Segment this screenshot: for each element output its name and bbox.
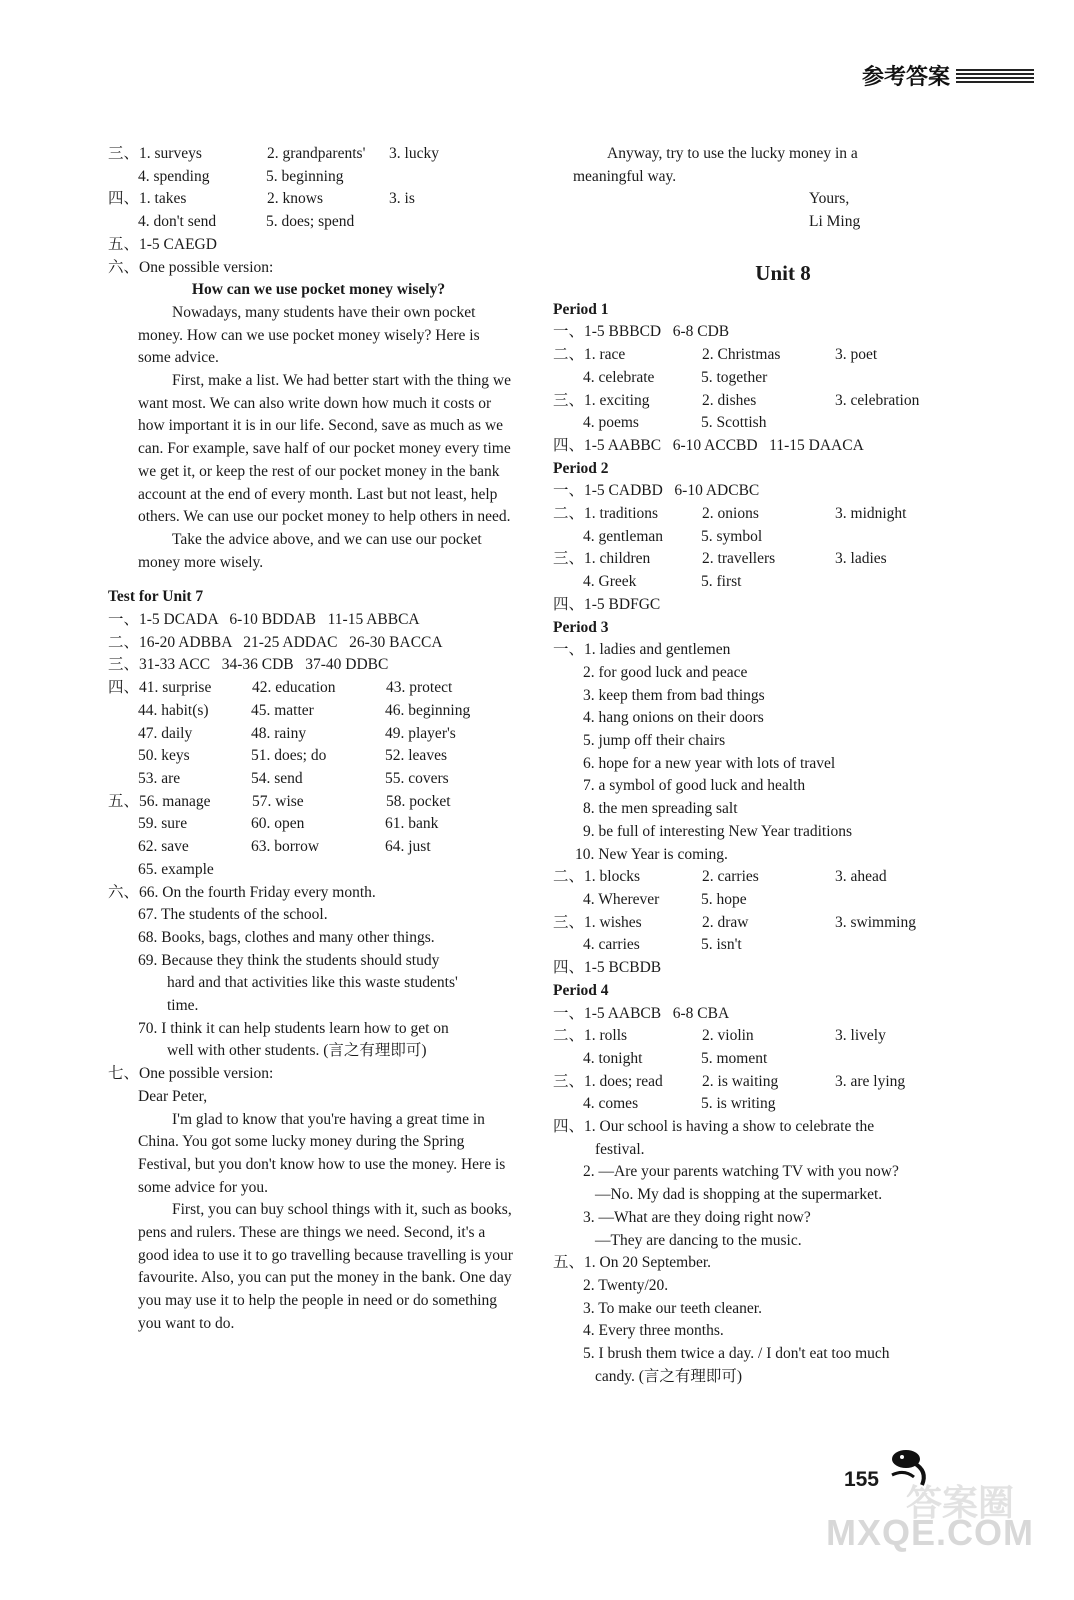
right-column-letter-end	[573, 143, 903, 234]
answer-row: 四、 1. Our school is having a show to celebrate the	[553, 1118, 875, 1136]
page-number: 155	[843, 1468, 879, 1491]
section-title: Test for Unit 7	[108, 588, 204, 606]
answer-row: 4. celebrate 5. together	[583, 368, 768, 386]
answer-row: 4. Wherever 5. hope	[583, 890, 747, 908]
letter-signature: Li Ming	[809, 213, 861, 231]
answer-row: 2. for good luck and peace	[583, 663, 748, 681]
answer-row: 59. sure 60. open 61. bank	[138, 815, 439, 833]
answer-row: 4. comes 5. is writing	[583, 1095, 776, 1113]
answer-row: 三、 1. exciting 2. dishes 3. celebration	[553, 391, 920, 409]
answer-row: 二、 1. traditions 2. onions 3. midnight	[553, 505, 907, 523]
period-title: Period 4	[553, 981, 609, 999]
essay-paragraph: Nowadays, many students have their own pocket money. How can we use pocket money wisely? Here is some advice.	[138, 303, 480, 367]
answer-row: 69. Because they think the students should study	[138, 951, 440, 969]
answer-row: 三、 1. children 2. travellers 3. ladies	[553, 550, 887, 568]
period-title: Period 2	[553, 459, 609, 477]
essay-paragraph: Take the advice above, and we can use our pocket money more wisely.	[138, 530, 482, 571]
answer-row: 4. Greek 5. first	[583, 573, 742, 591]
answer-row: 4. gentleman 5. symbol	[583, 527, 763, 545]
watermark-cn: 答案圈	[905, 1483, 1014, 1523]
answer-row: 6. hope for a new year with lots of travel	[583, 754, 836, 772]
essay-title: How can we use pocket money wisely?	[191, 281, 446, 299]
answer-row: 4. carries 5. isn't	[583, 936, 742, 954]
answer-row: 4. tonight 5. moment	[583, 1049, 768, 1067]
answer-row: —No. My dad is shopping at the supermarket.	[595, 1186, 883, 1204]
header-title: 参考答案	[861, 65, 950, 90]
answer-row: 4. don't send 5. does; spend	[138, 213, 355, 231]
answer-row: 44. habit(s) 45. matter 46. beginning	[138, 701, 471, 719]
answer-row: 六、 One possible version:	[108, 258, 274, 276]
answer-row: 五、 1. On 20 September.	[553, 1254, 712, 1272]
letter-closing: Yours,	[809, 190, 850, 208]
answer-row: 一、 1-5 AABCB 6-8 CBA	[553, 1004, 730, 1022]
answer-row: 二、 1. blocks 2. carries 3. ahead	[553, 868, 887, 886]
answer-row: 二、 16-20 ADBBA 21-25 ADDAC 26-30 BACCA	[108, 633, 443, 651]
answer-row: 4. spending 5. beginning	[138, 167, 344, 185]
answer-row: 四、 1-5 AABBC 6-10 ACCBD 11-15 DAACA	[553, 436, 864, 454]
answer-row: 9. be full of interesting New Year traditions	[583, 822, 853, 840]
answer-row: 五、 56. manage 57. wise 58. pocket	[108, 792, 451, 810]
answer-row: 五、 1-5 CAEGD	[108, 235, 217, 253]
answer-row: 四、 1-5 BCBDB	[553, 959, 662, 977]
answer-row: candy. (言之有理即可)	[595, 1367, 743, 1385]
answer-row: 七、 One possible version:	[108, 1065, 274, 1083]
answer-row: 三、 1. surveys 2. grandparents' 3. lucky	[108, 145, 439, 162]
right-column	[553, 262, 993, 1388]
essay-paragraph: First, make a list. We had better start with the thing we want most. We can also write down how much it costs or how important it is in our life. Second, save as much as we can. For example, save half of our pocket money every time we get it, or keep the rest of our pocket money in the bank account at the end of every month. Last but not least, help others. We can use our pocket money to help others in need.	[138, 372, 511, 526]
answer-row: 一、 1-5 CADBD 6-10 ADCBC	[553, 482, 760, 500]
answer-row: 65. example	[138, 860, 214, 878]
period-title: Period 3	[553, 618, 609, 636]
answer-row: 4. poems 5. Scottish	[583, 414, 767, 432]
answer-row: 3. —What are they doing right now?	[583, 1208, 811, 1226]
answer-row: 2. —Are your parents watching TV with you now?	[583, 1163, 899, 1181]
answer-row: 3. keep them from bad things	[583, 686, 765, 704]
page-header	[862, 60, 1034, 91]
answer-row: 47. daily 48. rainy 49. player's	[138, 724, 456, 742]
answer-row: 一、 1-5 DCADA 6-10 BDDAB 11-15 ABBCA	[108, 611, 420, 629]
answer-row: 三、 1. does; read 2. is waiting 3. are lying	[553, 1072, 906, 1090]
letter-paragraph: First, you can buy school things with it, such as books, pens and rulers. These are things we need. Second, it's a good idea to use it to go travelling because travelling is your favourite. Also, you can put the money in the bank. One day you may use it to help the people in need or do something you want to do.	[138, 1201, 513, 1332]
answer-row: —They are dancing to the music.	[595, 1231, 802, 1249]
answer-row: 7. a symbol of good luck and health	[583, 777, 806, 795]
answer-row: 四、 41. surprise 42. education 43. protect	[108, 679, 453, 697]
answer-row: 67. The students of the school.	[138, 906, 328, 924]
answer-row: 5. I brush them twice a day. / I don't eat too much	[583, 1345, 890, 1363]
answer-row: hard and that activities like this waste students'	[167, 974, 458, 992]
answer-row: 一、 1. ladies and gentlemen	[553, 641, 731, 659]
watermark-url: MXQE.COM	[825, 1512, 1034, 1553]
answer-row: 3. To make our teeth cleaner.	[583, 1299, 762, 1317]
answer-row: 4. hang onions on their doors	[583, 709, 764, 727]
unit-title: Unit 8	[755, 261, 811, 285]
answer-row: 62. save 63. borrow 64. just	[138, 838, 431, 856]
answer-row: 50. keys 51. does; do 52. leaves	[138, 747, 447, 765]
left-column	[108, 143, 513, 1336]
letter-paragraph: Anyway, try to use the lucky money in a meaningful way.	[573, 145, 858, 185]
answer-row: 10. New Year is coming.	[575, 845, 728, 863]
answer-row: 2. Twenty/20.	[583, 1276, 669, 1294]
answer-row: 二、 1. rolls 2. violin 3. lively	[553, 1027, 886, 1045]
answer-row: time.	[167, 997, 199, 1015]
answer-row: 4. Every three months.	[583, 1322, 724, 1340]
answer-row: 68. Books, bags, clothes and many other things.	[138, 928, 435, 946]
letter-greeting: Dear Peter,	[138, 1087, 208, 1105]
answer-row: 53. are 54. send 55. covers	[138, 769, 449, 787]
answer-row: 三、 1. wishes 2. draw 3. swimming	[553, 913, 916, 931]
answer-row: 8. the men spreading salt	[583, 800, 738, 818]
answer-row: 四、 1-5 BDFGC	[553, 595, 661, 613]
answer-row: well with other students. (言之有理即可)	[167, 1042, 427, 1060]
answer-row: 一、 1-5 BBBCD 6-8 CDB	[553, 323, 730, 341]
answer-row: 六、 66. On the fourth Friday every month.	[108, 883, 376, 901]
answer-row: 5. jump off their chairs	[583, 732, 726, 750]
answer-row: festival.	[595, 1140, 645, 1158]
answer-row: 三、 31-33 ACC 34-36 CDB 37-40 DDBC	[108, 656, 389, 674]
period-title: Period 1	[553, 300, 609, 318]
answer-row: 70. I think it can help students learn how to get on	[138, 1019, 449, 1037]
answer-row: 四、 1. takes 2. knows 3. is	[108, 190, 415, 208]
letter-paragraph: I'm glad to know that you're having a great time in China. You got some lucky money during the Spring Festival, but you don't know how to use the money. Here is some advice for you.	[138, 1110, 506, 1196]
header-decoration	[956, 69, 1034, 83]
answer-row: 二、 1. race 2. Christmas 3. poet	[553, 346, 878, 364]
